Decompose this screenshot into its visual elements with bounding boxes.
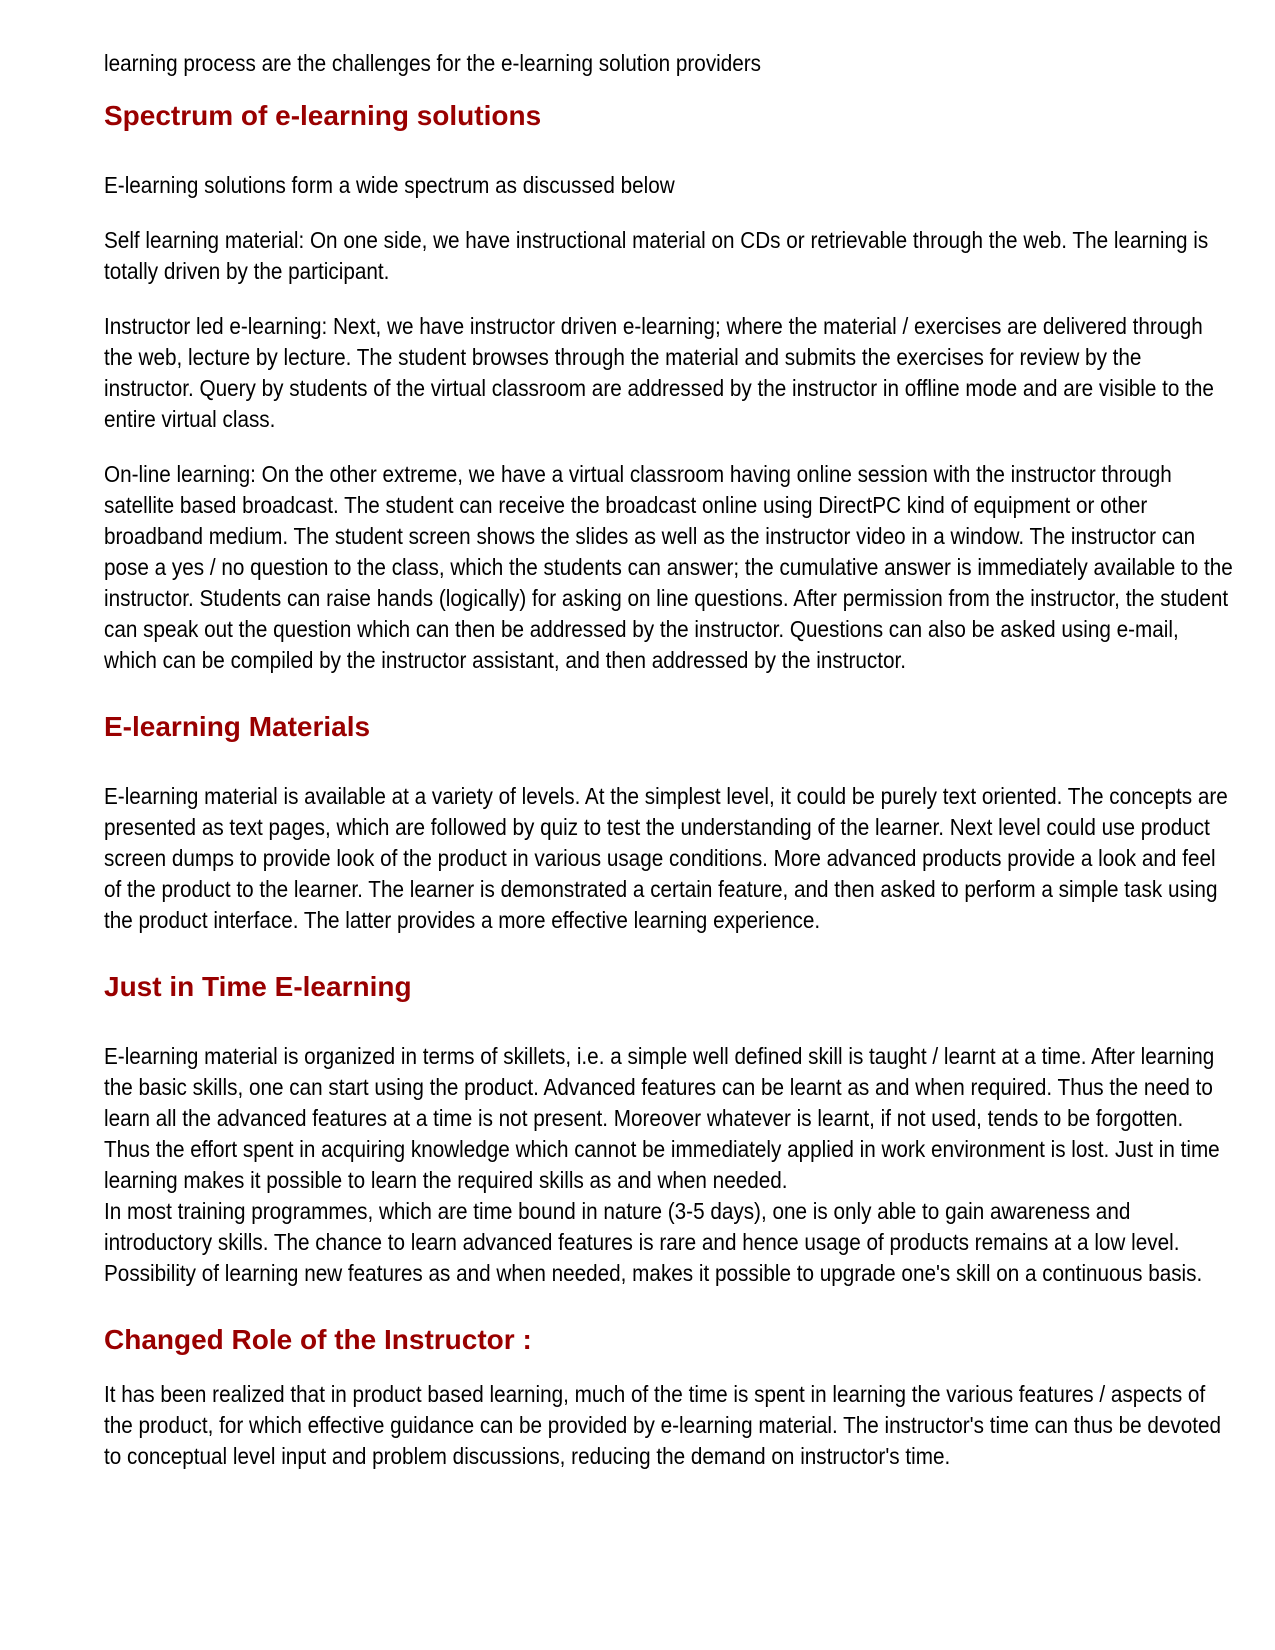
- heading-spectrum: Spectrum of e-learning solutions: [104, 100, 542, 131]
- document-page: [104, 48, 1234, 1472]
- heading-instructor-role: Changed Role of the Instructor :: [104, 1324, 532, 1355]
- heading-just-in-time: Just in Time E-learning: [104, 971, 412, 1002]
- spectrum-paragraph-2: Self learning material: On one side, we have instructional material on CDs or retrievable through the web. The learning is totally driven by the participant.: [104, 227, 1209, 284]
- spectrum-paragraph-4: On-line learning: On the other extreme, we have a virtual classroom having online session with the instructor through satellite based broadcast. The student can receive the broadcast online using DirectPC kind of equipment or other broadband medium. The student screen shows the slides as well as the instructor video in a window. The instructor can pose a yes / no question to the class, which the students can answer; the cumulative answer is immediately available to the instructor. Students can raise hands (logically) for asking on line questions. After permission from the instructor, the student can speak out the question which can then be addressed by the instructor. Questions can also be asked using e-mail, which can be compiled by the instructor assistant, and then addressed by the instructor.: [104, 461, 1233, 673]
- materials-paragraph-1: E-learning material is available at a variety of levels. At the simplest level, it could be purely text oriented. The concepts are presented as text pages, which are followed by quiz to test the understanding of the learner. Next level could use product screen dumps to provide look of the product in various usage conditions. More advanced products provide a look and feel of the product to the learner. The learner is demonstrated a certain feature, and then asked to perform a simple task using the product interface. The latter provides a more effective learning experience.: [104, 783, 1228, 933]
- just-in-time-paragraph-2: In most training programmes, which are time bound in nature (3-5 days), one is only able to gain awareness and introductory skills. The chance to learn advanced features is rare and hence usage of products remains at a low level. Possibility of learning new features as and when needed, makes it possible to upgrade one's skill on a continuous basis.: [104, 1198, 1203, 1286]
- spectrum-paragraph-3: Instructor led e-learning: Next, we have instructor driven e-learning; where the material / exercises are delivered through the web, lecture by lecture. The student browses through the material and submits the exercises for review by the instructor. Query by students of the virtual classroom are addressed by the instructor in offline mode and are visible to the entire virtual class.: [104, 313, 1214, 432]
- heading-materials: E-learning Materials: [104, 711, 371, 742]
- spectrum-paragraph-1: E-learning solutions form a wide spectrum as discussed below: [104, 172, 675, 198]
- instructor-role-paragraph-1: It has been realized that in product based learning, much of the time is spent in learning the various features / aspects of the product, for which effective guidance can be provided by e-learning material. The instructor's time can thus be devoted to conceptual level input and problem discussions, reducing the demand on instructor's time.: [104, 1381, 1222, 1469]
- intro-fragment: learning process are the challenges for the e-learning solution providers: [104, 50, 762, 76]
- just-in-time-paragraph-1: E-learning material is organized in terms of skillets, i.e. a simple well defined skill is taught / learnt at a time. After learning the basic skills, one can start using the product. Advanced features can be learnt as and when required. Thus the need to learn all the advanced features at a time is not present. Moreover whatever is learnt, if not used, tends to be forgotten. Thus the effort spent in acquiring knowledge which cannot be immediately applied in work environment is lost. Just in time learning makes it possible to learn the required skills as and when needed.: [104, 1043, 1220, 1193]
